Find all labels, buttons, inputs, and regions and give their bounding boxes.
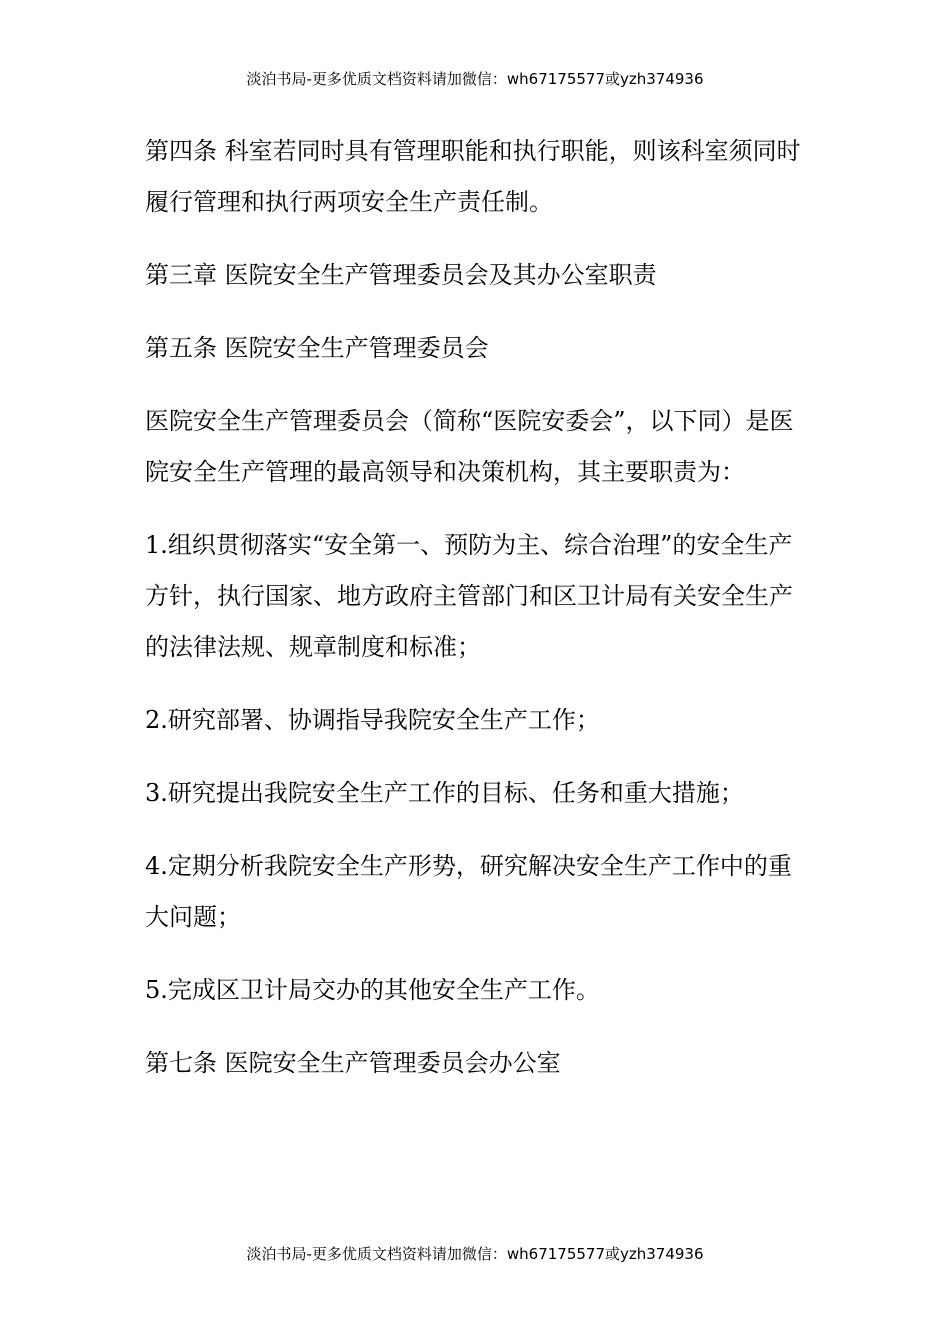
duty-item-2: 2.研究部署、协调指导我院安全生产工作； <box>145 706 600 734</box>
duty-item-3: 3.研究提出我院安全生产工作的目标、任务和重大措施； <box>145 779 744 807</box>
duty-item-4: 4.定期分析我院安全生产形势，研究解决安全生产工作中的重大问题； <box>145 852 792 931</box>
article-5-heading: 第五条 医院安全生产管理委员会 <box>145 334 489 362</box>
document-body <box>145 126 805 1111</box>
page-header-watermark: 淡泊书局-更多优质文档资料请加微信：wh67175577或yzh374936 <box>246 70 704 88</box>
chapter-3-heading: 第三章 医院安全生产管理委员会及其办公室职责 <box>145 261 657 289</box>
page-footer-watermark: 淡泊书局-更多优质文档资料请加微信：wh67175577或yzh374936 <box>246 1245 704 1263</box>
article-4-paragraph: 第四条 科室若同时具有管理职能和执行职能，则该科室须同时履行管理和执行两项安全生产责任制。 <box>145 137 801 216</box>
duty-item-5: 5.完成区卫计局交办的其他安全生产工作。 <box>145 976 600 1004</box>
duty-item-1: 1.组织贯彻落实“安全第一、预防为主、综合治理”的安全生产方针，执行国家、地方政府主管部门和区卫计局有关安全生产的法律法规、规章制度和标准； <box>145 531 793 661</box>
committee-description-paragraph: 医院安全生产管理委员会（简称“医院安委会”，以下同）是医院安全生产管理的最高领导和决策机构，其主要职责为： <box>145 407 794 486</box>
article-7-heading: 第七条 医院安全生产管理委员会办公室 <box>145 1049 561 1077</box>
